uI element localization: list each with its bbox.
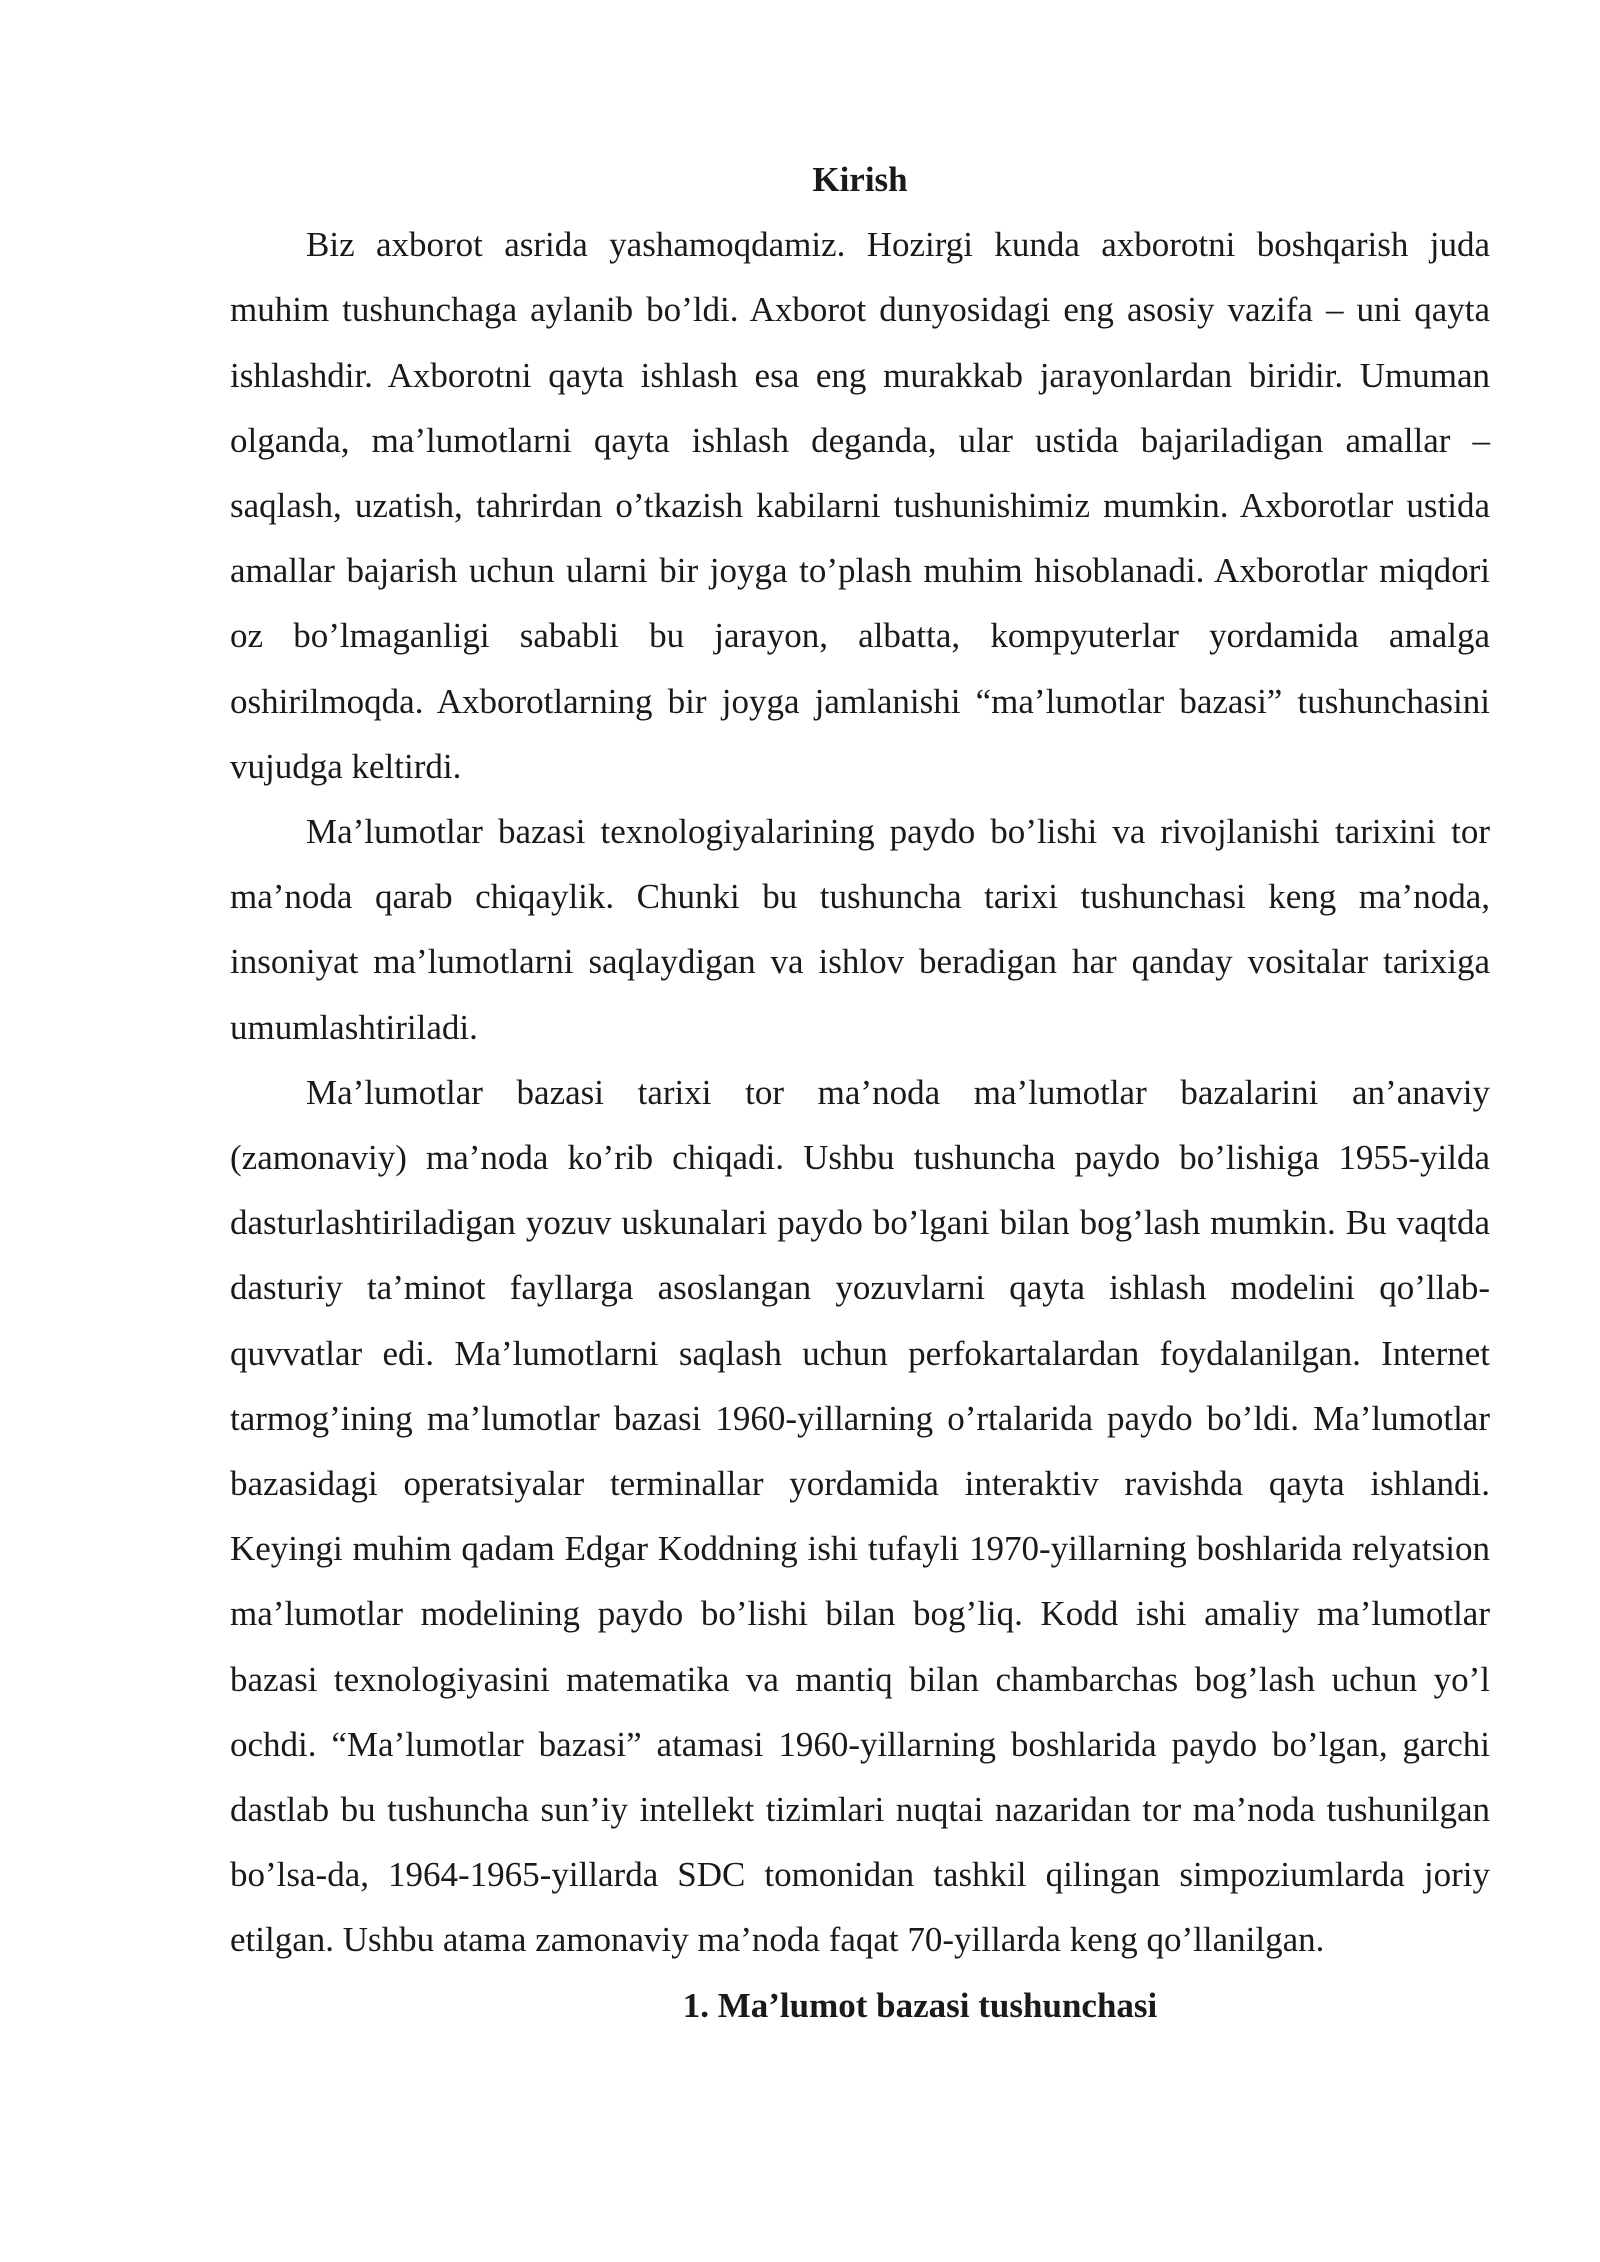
section-heading: 1. Ma’lumot bazasi tushunchasi [682,1985,1158,2025]
paragraph-3: Ma’lumotlar bazasi tarixi tor ma’noda ma’lumotlar bazalarini an’anaviy (zamonaviy) ma’noda ko’rib chiqadi. Ushbu tushuncha paydo bo’lishiga 1955-yilda dasturlashtiriladigan yozuv uskunalari paydo bo’lgani bilan bog’lash mumkin. Bu vaqtda dasturiy ta’minot fayllarga asoslangan yozuvlarni qayta ishlash modelini qo’llab-quvvatlar edi. Ma’lumotlarni saqlash uchun perfokartalardan foydalanilgan. Internet tarmog’ining ma’lumotlar bazasi 1960-yillarning o’rtalarida paydo bo’ldi. Ma’lumotlar bazasidagi operatsiyalar terminallar yordamida interaktiv ravishda qayta ishlandi. Keyingi muhim qadam Edgar Koddning ishi tufayli 1970-yillarning boshlarida relyatsion ma’lumotlar modelining paydo bo’lishi bilan bog’liq. Kodd ishi amaliy ma’lumotlar bazasi texnologiyasini matematika va mantiq bilan chambarchas bog’lash uchun yo’l ochdi. “Ma’lumotlar bazasi” atamasi 1960-yillarning boshlarida paydo bo’lgan, garchi dastlab bu tushuncha sun’iy intellekt tizimlari nuqtai nazaridan tor ma’noda tushunilgan bo’lsa-da, 1964-1965-yillarda SDC tomonidan tashkil qilingan simpoziumlarda joriy etilgan. Ushbu atama zamonaviy ma’noda faqat 70-yillarda keng qo’llanilgan. [230,1072,1490,1960]
page-title: Kirish [812,160,908,199]
paragraph-2: Ma’lumotlar bazasi texnologiyalarining paydo bo’lishi va rivojlanishi tarixini tor ma’noda qarab chiqaylik. Chunki bu tushuncha tarixi tushunchasi keng ma’noda, insoniyat ma’lumotlarni saqlaydigan va ishlov beradigan har qanday vositalar tarixiga umumlashtiriladi. [230,812,1490,1047]
paragraph-1: Biz axborot asrida yashamoqdamiz. Hozirgi kunda axborotni boshqarish juda muhim tushunchaga aylanib bo’ldi. Axborot dunyosidagi eng asosiy vazifa – uni qayta ishlashdir. Axborotni qayta ishlash esa eng murakkab jarayonlardan biridir. Umuman olganda, ma’lumotlarni qayta ishlash deganda, ular ustida bajariladigan amallar – saqlash, uzatish, tahrirdan o’tkazish kabilarni tushunishimiz mumkin. Axborotlar ustida amallar bajarish uchun ularni bir joyga to’plash muhim hisoblanadi. Axborotlar miqdori oz bo’lmaganligi sababli bu jarayon, albatta, kompyuterlar yordamida amalga oshirilmoqda. Axborotlarning bir joyga jamlanishi “ma’lumotlar bazasi” tushunchasini vujudga keltirdi. [230,225,1490,786]
document-body [230,147,1490,2038]
